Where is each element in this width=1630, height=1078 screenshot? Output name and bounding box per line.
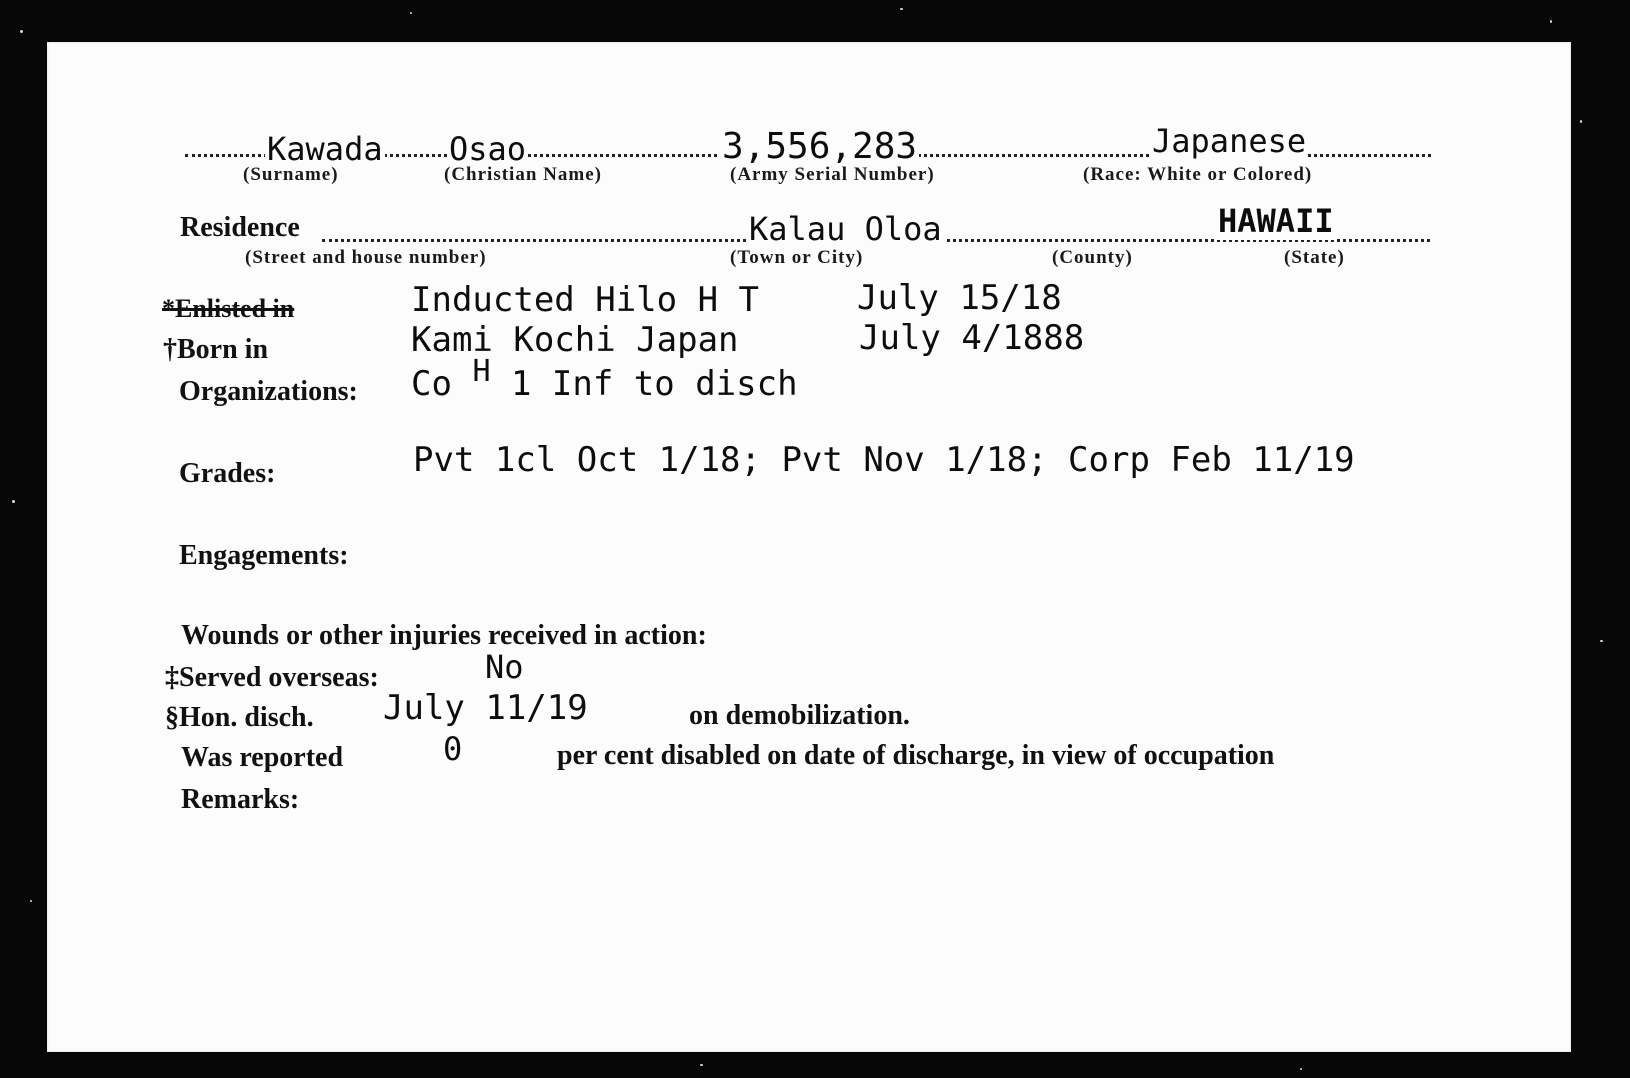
born-date: July 4/1888	[859, 318, 1085, 358]
organizations-suffix: 1 Inf to disch	[510, 364, 798, 404]
caption-serial-number: (Army Serial Number)	[730, 164, 935, 185]
caption-surname: (Surname)	[243, 164, 339, 185]
organizations-prefix: Co	[411, 364, 452, 404]
scan-speck	[410, 12, 412, 14]
disability-note: per cent disabled on date of discharge, in view of occupation	[557, 740, 1275, 771]
enlisted-label: *Enlisted in	[162, 294, 295, 323]
organizations-label: Organizations:	[179, 376, 358, 407]
served-overseas-label: ‡Served overseas:	[165, 662, 379, 693]
enlisted-date: July 15/18	[857, 278, 1062, 318]
discharge-reason: on demobilization.	[689, 700, 910, 731]
caption-county: (County)	[1052, 247, 1133, 268]
disability-label: Was reported	[181, 742, 344, 773]
scan-speck	[1580, 120, 1582, 123]
discharge-label: §Hon. disch.	[165, 702, 314, 733]
caption-race: (Race: White or Colored)	[1083, 164, 1313, 185]
scan-speck	[1300, 1068, 1302, 1070]
surname-value: Kawada	[267, 130, 383, 168]
scan-speck	[700, 1064, 703, 1066]
caption-state: (State)	[1284, 247, 1345, 268]
scan-speck	[1600, 640, 1603, 642]
christian-name-value: Osao	[449, 130, 527, 168]
engagements-label: Engagements:	[179, 540, 349, 571]
serial-number-value: 3,556,283	[722, 126, 918, 167]
scan-speck	[1550, 20, 1552, 23]
wounds-label: Wounds or other injuries received in action:	[181, 620, 707, 651]
scan-speck	[20, 30, 23, 33]
discharge-date: July 11/19	[383, 688, 588, 728]
caption-street: (Street and house number)	[245, 247, 487, 268]
grades-value: Pvt 1cl Oct 1/18; Pvt Nov 1/18; Corp Feb 11/19	[413, 440, 1355, 480]
scan-speck	[12, 500, 15, 503]
caption-christian-name: (Christian Name)	[444, 164, 602, 185]
grades-label: Grades:	[179, 458, 276, 489]
disability-percent: 0	[443, 730, 463, 768]
served-overseas-value: No	[485, 648, 524, 686]
scan-speck	[30, 900, 32, 902]
organizations-value	[411, 354, 798, 404]
caption-town: (Town or City)	[730, 247, 864, 268]
born-label: †Born in	[163, 334, 269, 365]
race-value: Japanese	[1152, 122, 1307, 160]
residence-state-value: HAWAII	[1218, 202, 1334, 240]
remarks-label: Remarks:	[181, 784, 300, 815]
born-value: Kami Kochi Japan	[411, 320, 739, 360]
residence-label: Residence	[180, 212, 300, 243]
record-card	[47, 42, 1571, 1052]
scan-speck	[900, 8, 903, 10]
enlisted-value: Inducted Hilo H T	[411, 280, 759, 320]
residence-town-value: Kalau Oloa	[749, 210, 942, 248]
organizations-company: H	[472, 354, 491, 389]
